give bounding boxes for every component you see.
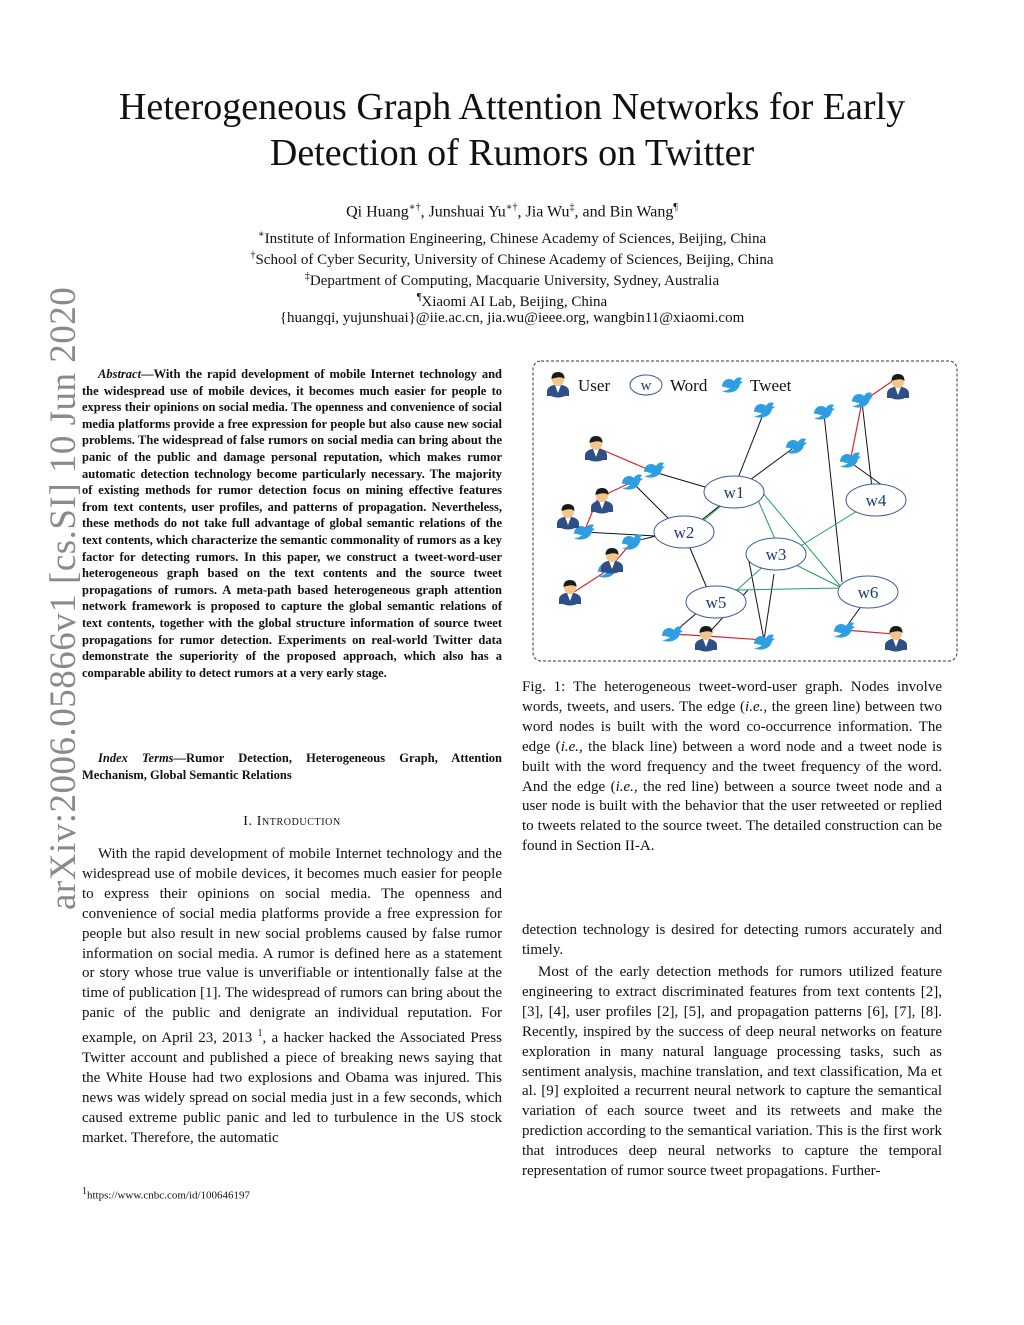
word-node-w3[interactable] xyxy=(746,538,806,570)
author-emails: {huangqi, yujunshuai}@iie.ac.cn, jia.wu@ieee.org, wangbin11@xiaomi.com xyxy=(279,310,745,326)
affiliation-mark: ¶ xyxy=(416,292,422,303)
right-paragraph-1: detection technology is desired for detecting rumors accurately and timely. xyxy=(522,922,942,958)
author-junshuai: Junshuai Yu xyxy=(428,203,506,221)
footnote-mark: 1 xyxy=(82,1186,87,1197)
author-jia-mark: ‡ xyxy=(569,202,575,213)
paper-title: Heterogeneous Graph Attention Networks for Early Detection of Rumors on Twitter xyxy=(118,86,906,174)
tweet-icon[interactable] xyxy=(622,474,643,489)
legend-user-label: User xyxy=(578,376,611,395)
author-bin-mark: ¶ xyxy=(673,202,678,213)
caption-text: the black line) between a word node and a tweet node is built with the word frequency and the tweet frequency of the word. And the edge ( xyxy=(522,738,943,795)
intro-text-cont: , a hacker hacked the Associated Press Twitter account and published a piece of breaking news saying that the White House had two explosions and Obama was injured. This news was widely spread on social media just in a few seconds, which caused extreme public panic and led to turbulence in the US stock market. Therefore, the automatic xyxy=(82,1030,502,1146)
caption-ie: i.e., xyxy=(615,778,638,795)
affiliation-mark: ∗ xyxy=(257,229,265,240)
abstract xyxy=(82,366,502,681)
section-heading xyxy=(82,814,502,830)
author-jia: Jia Wu xyxy=(525,203,570,221)
user-icon[interactable] xyxy=(885,626,907,652)
word-node-w2[interactable] xyxy=(654,516,714,548)
intro-paragraph xyxy=(82,845,502,1149)
w5-label: w5 xyxy=(705,593,727,612)
caption-text: The heterogeneous tweet-word-user graph. Nodes involve words, tweets, and users. The edge ( xyxy=(522,679,942,715)
user-icon[interactable] xyxy=(695,626,717,652)
arxiv-identifier: arXiv:2006.05866v1 [cs.SI] 10 Jun 2020 xyxy=(43,286,84,910)
section-number: I. xyxy=(243,814,253,829)
user-icon[interactable] xyxy=(887,374,909,400)
w2-label: w2 xyxy=(673,523,695,542)
caption-ie: i.e., xyxy=(560,738,583,755)
tweet-icon[interactable] xyxy=(834,622,855,637)
legend-word-symbol-text: w xyxy=(640,378,652,394)
caption-text: the red line) between a source tweet node and a user node is built with the behavior that the user retweeted or replied to tweets related to the source tweet. The detailed construction can be found in Section II-A. xyxy=(522,778,943,855)
footnote-url[interactable]: https://www.cnbc.com/id/100646197 xyxy=(87,1189,251,1202)
caption-ie: i.e., xyxy=(745,698,768,715)
caption-text: the green line) between two word nodes is built with the word co-occurrence information. The edge ( xyxy=(522,698,942,755)
index-terms-label: Index Terms xyxy=(98,751,174,765)
word-node-w4[interactable] xyxy=(846,484,906,516)
author-qi-mark: ∗† xyxy=(408,202,421,213)
user-icon[interactable] xyxy=(557,504,579,530)
legend-tweet-icon xyxy=(722,377,743,392)
word-node-w6[interactable] xyxy=(838,576,898,608)
legend-tweet-label: Tweet xyxy=(750,376,792,395)
affiliation-text: Department of Computing, Macquarie University, Sydney, Australia xyxy=(309,273,720,289)
footnote-ref[interactable]: 1 xyxy=(257,1028,263,1040)
user-icon[interactable] xyxy=(591,488,613,514)
footnote xyxy=(82,1186,502,1202)
word-node-w5[interactable] xyxy=(686,586,746,618)
abstract-label: Abstract xyxy=(98,367,142,381)
user-icon[interactable] xyxy=(559,580,581,606)
right-paragraph-2: Most of the early detection methods for rumors utilized feature engineering to extract discriminated features from text contents [2], [3], [4], user profiles [2], [5], and propagation patterns [6], [7], [8]. Recently, inspired by the success of deep neural networks on feature exploration in many natural language processing tasks, such as sentiment analysis, machine translation, and text classification, Ma et al. [9] exploited a recurrent neural network to capture the semantical variation of each source tweet and its retweets and make the prediction according to the semantical variation. This is the first work that introduces deep neural networks to capture the temporal representation of rumor source tweet propagations. Further- xyxy=(522,964,942,1180)
affiliation-text: School of Cyber Security, University of Chinese Academy of Sciences, Beijing, China xyxy=(255,252,774,268)
tweet-icon[interactable] xyxy=(644,462,665,477)
abstract-text: —With the rapid development of mobile Internet technology and the widespread use of mobile devices, it becomes much easier for people to express their opinions on social media. The openness and convenience of social media platforms provide a free expression for people but also cause new social problems. The widespread of false rumors on social media can bring about the panic of the public and damage personal reputation, which makes rumor automatic detection technology become particularly necessary. The majority of existing methods for rumor detection focus on mining effective features from text contents, user profiles, and patterns of propagation. Nevertheless, these methods do not take full advantage of global semantic relations of the text contents, which characterize the semantic commonality of rumors as a key factor for detecting rumors. In this paper, we construct a tweet-word-user heterogeneous graph based on the text contents and the source tweet propagations of rumors. A meta-path based heterogeneous graph attention network framework is proposed to capture the global semantic relations of text contents, together with the global structure information of source tweet propagations for rumor detection. Experiments on real-world Twitter data demonstrate the superiority of the proposed approach, which also has a comparable ability to detect rumors at a very early stage. xyxy=(82,367,502,680)
tweet-icon[interactable] xyxy=(622,534,643,549)
w4-label: w4 xyxy=(865,491,887,510)
index-terms-text: —Rumor Detection, Heterogeneous Graph, Attention Mechanism, Global Semantic Relations xyxy=(82,751,503,782)
legend-word-label: Word xyxy=(670,376,708,395)
figure-legend xyxy=(578,375,792,395)
w1-label: w1 xyxy=(723,483,745,502)
word-node-w1[interactable] xyxy=(704,476,764,508)
index-terms xyxy=(82,750,502,783)
author-qi: Qi Huang xyxy=(346,203,409,221)
tweet-icon[interactable] xyxy=(814,404,835,419)
user-icon xyxy=(547,372,569,398)
intro-text: With the rapid development of mobile Internet technology and the widespread use of mobile devices, it becomes much easier for people to express their opinions on social media. The openness and convenience of social media platforms provide a free expression for people but also result in new social problems caused by false rumor information on social media. A rumor is defined here as a statement or story whose true value is unverifiable or intentionally false at the time of publication [1]. The widespread of rumors can bring about the panic of the public and denigrate an individual reputation. For example, on April 23, 2013 xyxy=(82,846,502,1047)
author-bin: and Bin Wang xyxy=(582,203,674,221)
w3-label: w3 xyxy=(765,545,787,564)
figure-heterogeneous-graph xyxy=(532,360,958,662)
w6-label: w6 xyxy=(857,583,879,602)
author-junshuai-mark: ∗† xyxy=(505,202,518,213)
user-icon[interactable] xyxy=(601,548,623,574)
affiliation-text: Xiaomi AI Lab, Beijing, China xyxy=(421,294,608,310)
tweet-icon[interactable] xyxy=(840,452,861,467)
caption-label: Fig. 1: xyxy=(522,679,566,695)
tweet-icon[interactable] xyxy=(754,402,775,417)
user-icon[interactable] xyxy=(585,436,607,462)
affiliation-mark: ‡ xyxy=(304,271,310,282)
tweet-icon[interactable] xyxy=(852,392,873,407)
figure-caption xyxy=(522,678,942,857)
author-line: Qi Huang∗†, Junshuai Yu∗†, Jia Wu‡, and Bin Wang¶ xyxy=(346,202,678,221)
affiliation-mark: † xyxy=(250,250,256,261)
section-title: Introduction xyxy=(256,814,341,829)
affiliation-text: Institute of Information Engineering, Chinese Academy of Sciences, Beijing, China xyxy=(264,231,767,247)
word-nodes xyxy=(654,476,906,618)
